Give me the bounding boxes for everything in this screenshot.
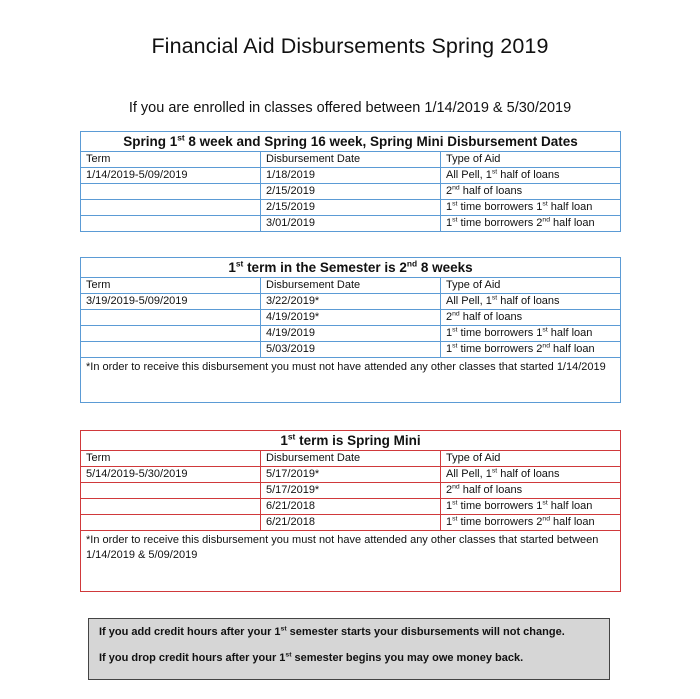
- date-cell: 6/21/2018: [261, 515, 441, 531]
- term-cell: 5/14/2019-5/30/2019: [81, 467, 261, 483]
- disbursement-table-spring-mini: [80, 430, 621, 592]
- aid-cell: 1st time borrowers 1st half loan: [441, 200, 621, 216]
- date-cell: 3/22/2019*: [261, 294, 441, 310]
- table-row: [81, 499, 621, 515]
- aid-cell: 1st time borrowers 2nd half loan: [441, 342, 621, 358]
- disbursement-note: *In order to receive this disbursement you must not have attended any other classes that started 1/14/2019: [81, 358, 621, 403]
- enrollment-subtitle: If you are enrolled in classes offered between 1/14/2019 & 5/30/2019: [128, 100, 572, 116]
- table-row: [81, 168, 621, 184]
- term-cell: [81, 310, 261, 326]
- term-cell: [81, 184, 261, 200]
- column-header-type-of-aid: Type of Aid: [441, 152, 621, 168]
- table-row: [81, 483, 621, 499]
- term-cell: [81, 499, 261, 515]
- aid-cell: 1st time borrowers 2nd half loan: [441, 216, 621, 232]
- aid-cell: 1st time borrowers 2nd half loan: [441, 515, 621, 531]
- column-header-type-of-aid: Type of Aid: [441, 451, 621, 467]
- aid-cell: 2nd half of loans: [441, 310, 621, 326]
- table-row: [81, 515, 621, 531]
- date-cell: 5/17/2019*: [261, 467, 441, 483]
- aid-cell: All Pell, 1st half of loans: [441, 467, 621, 483]
- aid-cell: 1st time borrowers 1st half loan: [441, 326, 621, 342]
- table-row: [81, 294, 621, 310]
- credit-hours-notice: [88, 618, 610, 680]
- table-header-row: [81, 152, 621, 168]
- term-cell: [81, 515, 261, 531]
- column-header-disbursement-date: Disbursement Date: [261, 451, 441, 467]
- table-header-row: [81, 451, 621, 467]
- date-cell: 4/19/2019: [261, 326, 441, 342]
- table-row: [81, 216, 621, 232]
- term-cell: [81, 216, 261, 232]
- disbursement-note: *In order to receive this disbursement you must not have attended any other classes that started between 1/14/2019 & 5/09/2019: [81, 531, 621, 592]
- table-heading: Spring 1st 8 week and Spring 16 week, Spring Mini Disbursement Dates: [81, 132, 621, 152]
- date-cell: 2/15/2019: [261, 200, 441, 216]
- date-cell: 5/03/2019: [261, 342, 441, 358]
- column-header-type-of-aid: Type of Aid: [441, 278, 621, 294]
- date-cell: 5/17/2019*: [261, 483, 441, 499]
- page-title: Financial Aid Disbursements Spring 2019: [151, 34, 549, 58]
- table-row: [81, 200, 621, 216]
- term-cell: 3/19/2019-5/09/2019: [81, 294, 261, 310]
- column-header-disbursement-date: Disbursement Date: [261, 278, 441, 294]
- date-cell: 2/15/2019: [261, 184, 441, 200]
- disbursement-table-second-8-weeks: [80, 257, 621, 403]
- table-row: [81, 326, 621, 342]
- column-header-term: Term: [81, 278, 261, 294]
- column-header-term: Term: [81, 451, 261, 467]
- date-cell: 4/19/2019*: [261, 310, 441, 326]
- aid-cell: All Pell, 1st half of loans: [441, 168, 621, 184]
- disbursement-table-spring-8-16-mini: [80, 131, 621, 232]
- term-cell: [81, 342, 261, 358]
- date-cell: 6/21/2018: [261, 499, 441, 515]
- column-header-disbursement-date: Disbursement Date: [261, 152, 441, 168]
- table-row: [81, 342, 621, 358]
- term-cell: [81, 326, 261, 342]
- notice-add-credit-hours: If you add credit hours after your 1st semester starts your disbursements will not change.: [99, 625, 565, 638]
- table-row: [81, 184, 621, 200]
- aid-cell: 1st time borrowers 1st half loan: [441, 499, 621, 515]
- aid-cell: 2nd half of loans: [441, 184, 621, 200]
- column-header-term: Term: [81, 152, 261, 168]
- term-cell: [81, 200, 261, 216]
- aid-cell: 2nd half of loans: [441, 483, 621, 499]
- date-cell: 1/18/2019: [261, 168, 441, 184]
- term-cell: 1/14/2019-5/09/2019: [81, 168, 261, 184]
- date-cell: 3/01/2019: [261, 216, 441, 232]
- term-cell: [81, 483, 261, 499]
- table-header-row: [81, 278, 621, 294]
- table-row: [81, 310, 621, 326]
- table-row: [81, 467, 621, 483]
- table-heading: 1st term in the Semester is 2nd 8 weeks: [81, 258, 621, 278]
- aid-cell: All Pell, 1st half of loans: [441, 294, 621, 310]
- table-heading: 1st term is Spring Mini: [81, 431, 621, 451]
- notice-drop-credit-hours: If you drop credit hours after your 1st semester begins you may owe money back.: [99, 651, 524, 664]
